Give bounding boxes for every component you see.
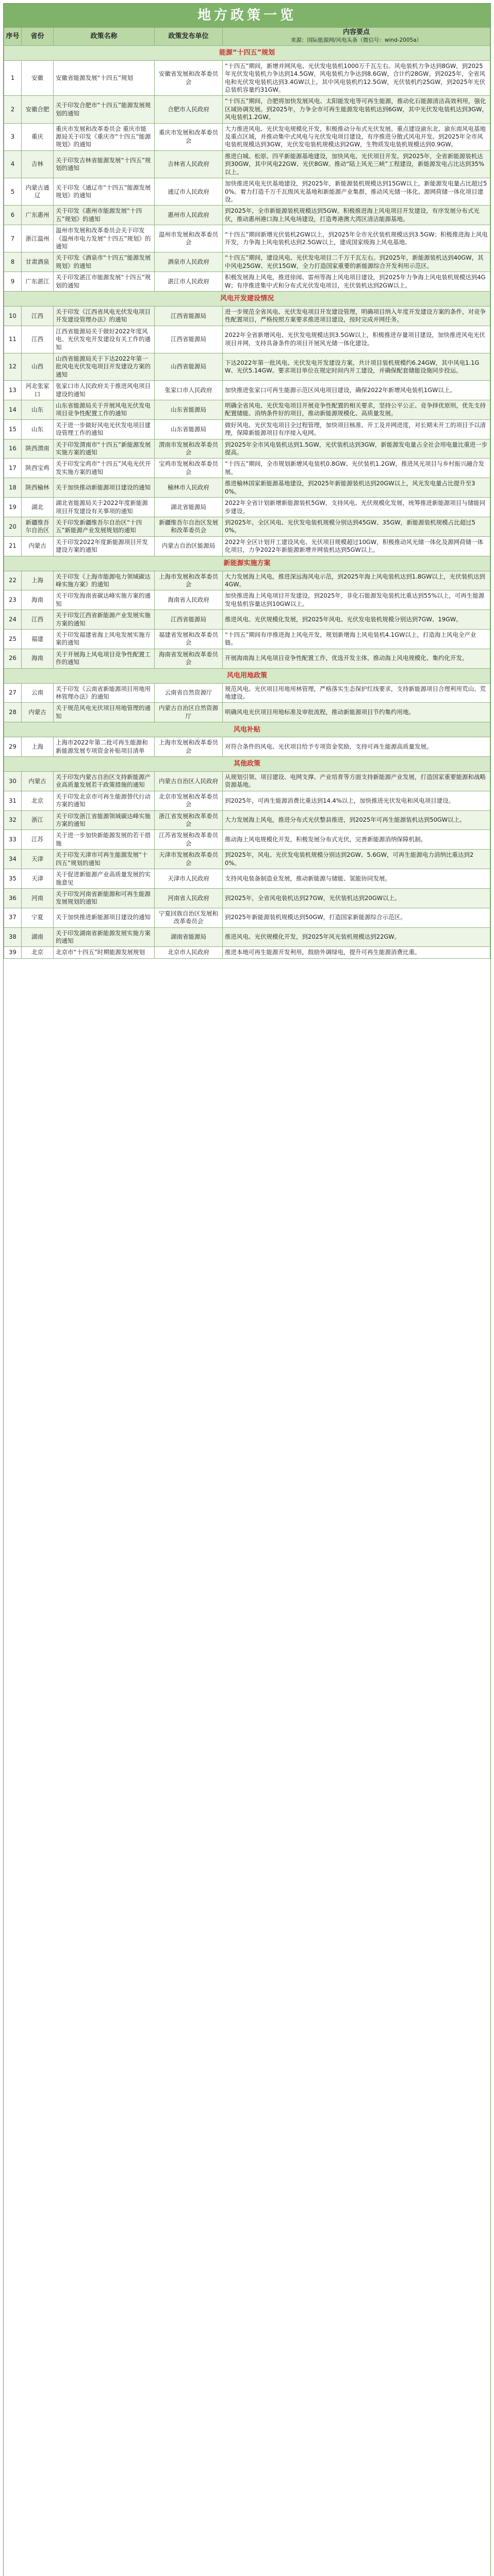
table-row [4,927,490,947]
cell-province: 福建 [22,629,54,649]
cell-name: 关于加快推进新能源项目建设的通知 [54,908,155,927]
cell-content: 推进风电、光伏规模化开发，到2025年风光装机规模达到22GW。 [223,927,490,947]
col-content-label: 内容要点 [342,28,370,36]
cell-name: 温州市发展和改革委员会关于印发《温州市电力发展“十四五”规划》的通知 [54,225,155,252]
cell-no: 15 [4,419,22,439]
cell-no: 35 [4,869,22,889]
cell-org: 湖北省能源局 [155,498,223,517]
policy-sheet [3,3,491,2576]
table-row [4,381,490,400]
cell-province: 山西 [22,353,54,381]
cell-org: 山东省能源局 [155,419,223,439]
cell-province: 浙江温州 [22,225,54,252]
cell-province: 山东 [22,400,54,420]
table-body [4,45,490,958]
table-row [4,869,490,889]
cell-name: 关于印发《江西省风电光伏发电项目开发建设管理办法》的通知 [54,306,155,326]
table-row [4,123,490,150]
table-row [4,252,490,272]
cell-content: 加快推进海上风电项目开发建设，到2025年，非化石能源发电装机比重达到55%以上，可再生能源发电装机容量达到10GW以上。 [223,590,490,610]
cell-content: 到2025年，可再生能源消费比重达到14.4%以上，加快推进光伏发电和风电项目建设。 [223,791,490,810]
table-row [4,459,490,478]
cell-no: 30 [4,772,22,791]
cell-content: 从规划引领、项目建设、电网支撑、产业培育等方面支持新能源产业发展，打造国家重要能源和战略资源基地。 [223,772,490,791]
cell-no: 11 [4,326,22,353]
cell-name: 山西省能源局关于下达2022年第一批风电光伏发电项目开发建设方案的通知 [54,353,155,381]
cell-province: 陕西宝鸡 [22,459,54,478]
cell-no: 16 [4,439,22,459]
cell-province: 宁夏 [22,908,54,927]
cell-province: 浙江 [22,810,54,830]
cell-name: 张家口市人民政府关于推进风电项目建设的通知 [54,381,155,400]
cell-content: 到2025年，全市新能源装机规模达到5GW。积极推进海上风电项目开发建设，有序发展分布式光伏，推动惠州港口海上风电场建设，打造粤港澳大湾区清洁能源基地。 [223,206,490,225]
cell-province: 上海 [22,571,54,590]
cell-name: 关于印发《上海市能源电力领域碳达峰实施方案》的通知 [54,571,155,590]
cell-name: 关于开展海上风电项目竞争性配置工作的通知 [54,649,155,668]
cell-province: 内蒙古 [22,772,54,791]
cell-content: “十四五”期间，新增并网风电、光伏发电装机1000万千瓦左右。风电装机力争达到8GW，到2025年光伏发电装机力争达到14.5GW，风电装机力争达到8.6GW，合计约28GW。到2025年，全省风电和光伏发电装机达到3.4GW以上，其中风电装机约12.5GW，光伏装机约25GW，到2025年光伏总装机容量约31GW。 [223,60,490,96]
cell-no: 3 [4,123,22,150]
cell-no: 34 [4,850,22,869]
page-title: 地方政策一览 [4,4,490,27]
col-org: 政策发布单位 [155,28,223,46]
section-label: 能源“十四五”规划 [4,45,490,60]
cell-no: 39 [4,947,22,958]
cell-name: 关于印发福建省海上风电发展实施方案的通知 [54,629,155,649]
cell-no: 2 [4,96,22,123]
cell-province: 海南 [22,649,54,668]
policy-table [4,27,490,959]
table-row [4,178,490,206]
table-row [4,571,490,590]
table-row [4,649,490,668]
cell-no: 38 [4,927,22,947]
table-row [4,629,490,649]
cell-province: 吉林 [22,150,54,178]
cell-org: 内蒙古自治区能源局 [155,536,223,556]
cell-org: 上海市发展和改革委员会 [155,737,223,757]
cell-org: 惠州市人民政府 [155,206,223,225]
cell-content: 加快推进张家口可再生能源示范区风电项目建设，确保2022年新增风电装机1GW以上。 [223,381,490,400]
cell-org: 温州市发展和改革委员会 [155,225,223,252]
cell-content: “十四五”期间，全市规划新增风电装机0.8GW、光伏装机1.2GW，推进风光项目与乡村振兴融合发展。 [223,459,490,478]
cell-name: 安徽省能源发展“十四五”规划 [54,60,155,96]
cell-no: 18 [4,478,22,498]
cell-province: 甘肃酒泉 [22,252,54,272]
cell-org: 浙江省发展和改革委员会 [155,810,223,830]
table-row [4,590,490,610]
table-row [4,791,490,810]
cell-org: 新疆维吾尔自治区发展和改革委员会 [155,517,223,536]
cell-content: 到2025年全市风电装机达到1.5GW，光伏装机达到3GW，新能源发电量占全社会用电量比重进一步提高。 [223,439,490,459]
cell-province: 江西 [22,306,54,326]
table-row [4,830,490,850]
cell-province: 北京 [22,947,54,958]
cell-content: 到2025年，全省风电装机达到27GW，光伏装机达到20GW以上。 [223,888,490,908]
cell-no: 14 [4,400,22,420]
cell-province: 内蒙古 [22,703,54,722]
table-row [4,150,490,178]
table-row [4,888,490,908]
cell-org: 内蒙古自治区人民政府 [155,772,223,791]
cell-name: 关于印发渭南市“十四五”新能源发展实施方案的通知 [54,439,155,459]
cell-province: 广东湛江 [22,272,54,292]
cell-name: 关于进一步加快新能源发展的若干措施 [54,830,155,850]
section-header [4,668,490,683]
col-content [223,28,490,46]
cell-no: 12 [4,353,22,381]
cell-name: 关于印发《惠州市能源发展“十四五”规划》的通知 [54,206,155,225]
section-header [4,722,490,737]
cell-province: 云南 [22,683,54,703]
cell-name: 关于进一步做好风电光伏发电项目建设管理工作的通知 [54,419,155,439]
cell-org: 宁夏回族自治区发展和改革委员会 [155,908,223,927]
cell-content: 下达2022年第一批风电、光伏发电开发建设方案，共计项目装机规模约6.24GW，其中风电1.1GW、光伏5.14GW。要求项目单位在规定时间内开工建设，并确保配套储能设施同步投运。 [223,353,490,381]
table-row [4,810,490,830]
cell-org: 内蒙古自治区自然资源厅 [155,703,223,722]
cell-content: “十四五”期间有序推进海上风电开发，规划新增海上风电装机4.1GW以上，打造海上风电全产业链。 [223,629,490,649]
table-row [4,353,490,381]
cell-content: “十四五”期间，合肥将加快发展风电、太阳能发电等可再生能源，推动化石能源清洁高效利用，强化区域协调发展。到2025年，力争全市可再生能源发电装机达到6GW，其中光伏发电装机达到3GW，风电装机1.2GW。 [223,96,490,123]
col-name: 政策名称 [54,28,155,46]
cell-org: 榆林市人民政府 [155,478,223,498]
section-label: 风电用地政策 [4,668,490,683]
cell-org: 酒泉市人民政府 [155,252,223,272]
section-label: 其他政策 [4,757,490,772]
cell-name: 关于印发浙江省能源领域碳达峰实施方案的通知 [54,810,155,830]
section-header [4,757,490,772]
cell-org: 张家口市人民政府 [155,381,223,400]
table-row [4,850,490,869]
table-row [4,947,490,958]
cell-content: 推进白城、松原、四平新能源基地建设，加快风电、光伏项目开发。到2025年，全省新能源装机达到30GW，其中风电22GW、光伏8GW。推动“陆上风光三峡”工程建设，新能源发电占比达到35%以上。 [223,150,490,178]
cell-content: 推进风电、光伏规模化发展，到2025年风电、光伏发电装机规模分别达到7GW、19GW。 [223,610,490,630]
cell-content: 2022年全省计划新增新能源装机5GW，支持风电、光伏规模化发展，统筹推进新能源项目与储能同步建设。 [223,498,490,517]
table-row [4,498,490,517]
cell-content: 2022年全区计划开工建设风电、光伏项目规模超过10GW，积极推动风光储一体化及源网荷储一体化项目，力争2022年新能源新增并网装机达到5GW以上。 [223,536,490,556]
cell-org: 合肥市人民政府 [155,96,223,123]
table-row [4,536,490,556]
cell-no: 31 [4,791,22,810]
cell-province: 湖北 [22,498,54,517]
cell-no: 4 [4,150,22,178]
cell-name: 山东省能源局关于开展风电光伏发电项目竞争性配置工作的通知 [54,400,155,420]
table-row [4,908,490,927]
cell-no: 8 [4,252,22,272]
cell-province: 内蒙古 [22,536,54,556]
cell-province: 内蒙古通辽 [22,178,54,206]
cell-province: 江西 [22,326,54,353]
cell-no: 33 [4,830,22,850]
cell-name: 关于印发天津市可再生能源发展“十四五”规划的通知 [54,850,155,869]
cell-province: 江西 [22,610,54,630]
cell-name: 关于印发新疆维吾尔自治区“十四五”新能源产业发展规划的通知 [54,517,155,536]
cell-no: 6 [4,206,22,225]
cell-content: 做好风电、光伏发电项目全过程管理，加快项目核准、开工及并网进度，对长期未开工的项目予以清理，保障新能源项目有序接入电网。 [223,419,490,439]
cell-name: 关于规范风电光伏项目用地管理的通知 [54,703,155,722]
cell-province: 河南 [22,888,54,908]
cell-content: 明确风电光伏项目用地标准及审批流程，推动新能源项目节约集约用地。 [223,703,490,722]
cell-content: 到2025年，风电、光伏发电装机规模分别达到2GW、5.6GW，可再生能源电力消纳比重达到20%。 [223,850,490,869]
col-no: 序号 [4,28,22,46]
cell-province: 河北张家口 [22,381,54,400]
table-row [4,225,490,252]
cell-content: 推进本地可再生能源开发利用，鼓励外调绿电，提升可再生能源消费比重。 [223,947,490,958]
cell-content: 开展海南海上风电项目竞争性配置工作，优选开发主体，推动海上风电规模化、集约化开发。 [223,649,490,668]
cell-name: 关于印发内蒙古自治区支持新能源产业高质量发展若干政策措施的通知 [54,772,155,791]
cell-province: 陕西榆林 [22,478,54,498]
table-row [4,206,490,225]
cell-no: 27 [4,683,22,703]
cell-no: 29 [4,737,22,757]
table-row [4,772,490,791]
section-header [4,291,490,306]
cell-content: “十四五”期间新增光伏装机2GW以上，到2025年全市光伏装机规模达到3.5GW；积极推进海上风电开发，力争海上风电装机达到2.5GW以上，建成国家级海上风电基地。 [223,225,490,252]
cell-no: 24 [4,610,22,630]
cell-province: 安徽 [22,60,54,96]
cell-province: 重庆 [22,123,54,150]
cell-no: 10 [4,306,22,326]
cell-org: 北京市人民政府 [155,947,223,958]
cell-province: 上海 [22,737,54,757]
section-label: 风电补贴 [4,722,490,737]
section-label: 风电开发建设情况 [4,291,490,306]
cell-name: 关于印发湖南省新能源发展实施方案的通知 [54,927,155,947]
cell-org: 山西省能源局 [155,353,223,381]
cell-province: 江苏 [22,830,54,850]
table-row [4,683,490,703]
table-row [4,703,490,722]
table-row [4,478,490,498]
table-row [4,96,490,123]
cell-no: 25 [4,629,22,649]
section-header [4,45,490,60]
cell-content: 明确全省风电、光伏发电项目开展竞争性配置的相关要求，坚持公平公正、竞争择优原则，优先支持配置储能、消纳条件好的项目，推动新能源规模化、高质量发展。 [223,400,490,420]
cell-name: 北京市“十四五”时期能源发展规划 [54,947,155,958]
cell-org: 吉林省人民政府 [155,150,223,178]
cell-content: 到2025年新能源装机规模达到50GW，打造国家新能源综合示范区。 [223,908,490,927]
cell-no: 26 [4,649,22,668]
cell-org: 天津市人民政府 [155,869,223,889]
cell-content: 到2025年，全区风电、光伏发电装机规模分别达到45GW、35GW，新能源装机规模占比超过50%。 [223,517,490,536]
table-row [4,272,490,292]
table-row [4,306,490,326]
cell-name: 湖北省能源局关于2022年度新能源项目开发建设有关事项的通知 [54,498,155,517]
cell-no: 7 [4,225,22,252]
cell-province: 陕西渭南 [22,439,54,459]
cell-content: 加快推进风电光伏基地建设，到2025年，新能源装机规模达到15GW以上，新能源发电量占比超过50%。着力打造千万千瓦级风光基地和新能源产业集群，推动风光储一体化、源网荷储一体化项目建设。 [223,178,490,206]
cell-no: 28 [4,703,22,722]
cell-province: 天津 [22,869,54,889]
table-row [4,610,490,630]
cell-name: 关于印发河南省新能源和可再生能源发展规划的通知 [54,888,155,908]
table-row [4,60,490,96]
cell-org: 海南省人民政府 [155,590,223,610]
table-row [4,326,490,353]
cell-province: 湖南 [22,927,54,947]
section-header [4,556,490,571]
table-row [4,419,490,439]
cell-org: 湖南省能源局 [155,927,223,947]
cell-name: 关于印发吉林省能源发展“十四五”规划的通知 [54,150,155,178]
cell-org: 江西省能源局 [155,610,223,630]
table-row [4,439,490,459]
cell-name: 江西省能源局关于做好2022年度风电、光伏发电开发建设有关工作的通知 [54,326,155,353]
cell-org: 通辽市人民政府 [155,178,223,206]
cell-name: 关于印发《酒泉市“十四五”能源发展规划》的通知 [54,252,155,272]
cell-no: 5 [4,178,22,206]
cell-org: 渭南市发展和改革委员会 [155,439,223,459]
source-note: 来源：国际能源网/风电头条（微信号：wind-2005a） [290,37,422,44]
table-row [4,737,490,757]
cell-name: 重庆市发展和改革委员会 重庆市能源局关于印发《重庆市“十四五”能源规划》的通知 [54,123,155,150]
cell-org: 湛江市人民政府 [155,272,223,292]
cell-province: 广东惠州 [22,206,54,225]
cell-name: 关于印发2022年度新能源项目开发建设方案的通知 [54,536,155,556]
section-label: 新能源实施方案 [4,556,490,571]
cell-org: 宝鸡市发展和改革委员会 [155,459,223,478]
cell-content: 支持风电装备制造业发展，推动新能源与储能、氢能协同发展。 [223,869,490,889]
cell-no: 19 [4,498,22,517]
cell-content: 大力推进风电、光伏发电规模化开发，积极推动分布式光伏发展。重点建设渝东北、渝东南风电基地及重点区域，并推动集中式风电与光伏发电项目建设，有序推进分散式风电开发。到2025年全市风电装机规模达到3GW，光伏发电装机规模达到2GW，生物质发电装机规模达到0.9GW。 [223,123,490,150]
cell-org: 上海市发展和改革委员会 [155,571,223,590]
cell-org: 福建省发展和改革委员会 [155,629,223,649]
cell-content: 大力发展海上风电，推进分布式光伏整县推进，到2025年可再生能源装机达到50GW以上。 [223,810,490,830]
cell-no: 1 [4,60,22,96]
cell-org: 江苏省发展和改革委员会 [155,830,223,850]
cell-no: 22 [4,571,22,590]
cell-no: 9 [4,272,22,292]
cell-name: 关于印发合肥市“十四五”能源发展规划的通知 [54,96,155,123]
cell-no: 36 [4,888,22,908]
cell-no: 17 [4,459,22,478]
cell-name: 关于印发江西省新能源产业发展实施方案的通知 [54,610,155,630]
cell-org: 山东省能源局 [155,400,223,420]
cell-province: 海南 [22,590,54,610]
cell-no: 13 [4,381,22,400]
cell-org: 河南省人民政府 [155,888,223,908]
cell-org: 重庆市发展和改革委员会 [155,123,223,150]
cell-org: 安徽省发展和改革委员会 [155,60,223,96]
cell-name: 关于印发《通辽市“十四五”能源发展规划》的通知 [54,178,155,206]
table-row [4,517,490,536]
cell-name: 关于加快推动新能源项目建设的通知 [54,478,155,498]
cell-name: 关于印发湛江市能源发展“十四五”规划的通知 [54,272,155,292]
cell-org: 江西省能源局 [155,306,223,326]
cell-name: 关于促进新能源产业高质量发展的实施意见 [54,869,155,889]
cell-content: 推动海上风电规模化开发，积极发展分布式光伏，完善新能源消纳保障机制。 [223,830,490,850]
cell-province: 新疆维吾尔自治区 [22,517,54,536]
cell-name: 关于印发《云南省新能源项目用地用林管理办法》的通知 [54,683,155,703]
cell-content: 进一步规范全省风电、光伏发电项目开发建设管理，明确项目纳入年度开发建设方案的条件，对竞争性配置项目，严格按照方案要求推进项目建设，按时完成并网任务。 [223,306,490,326]
col-province: 省份 [22,28,54,46]
cell-no: 32 [4,810,22,830]
cell-province: 天津 [22,850,54,869]
cell-org: 江西省能源局 [155,326,223,353]
cell-province: 山东 [22,419,54,439]
cell-org: 云南省自然资源厅 [155,683,223,703]
cell-content: “十四五”期间，建设风电、光伏发电项目二千万千瓦左右。到2025年，新能源装机达到40GW，其中风电25GW、光伏15GW，全力打造国家重要的新能源综合开发利用示范区。 [223,252,490,272]
cell-province: 安徽合肥 [22,96,54,123]
cell-content: 对符合条件的风电、光伏项目给予专项资金奖励，支持可再生能源高质量发展。 [223,737,490,757]
cell-name: 上海市2022年第二批可再生能源和新能源发展专项资金补贴项目清单 [54,737,155,757]
cell-name: 关于印发宝鸡市“十四五”风电光伏开发实施方案的通知 [54,459,155,478]
cell-name: 关于印发北京市可再生能源替代行动方案的通知 [54,791,155,810]
table-row [4,400,490,420]
cell-no: 23 [4,590,22,610]
cell-org: 天津市发展和改革委员会 [155,850,223,869]
cell-content: 推进榆林国家新能源基地建设，到2025年新能源装机达到20GW以上，风光发电量占比提升至30%。 [223,478,490,498]
cell-name: 关于印发海南省碳达峰实施方案的通知 [54,590,155,610]
cell-province: 北京 [22,791,54,810]
cell-content: 规范风电、光伏项目用地用林管理，严格落实生态保护红线要求，支持新能源项目合理利用荒山、荒地建设。 [223,683,490,703]
cell-no: 20 [4,517,22,536]
cell-content: 大力发展海上风电，推进深远海风电示范，到2025年海上风电装机达到1.8GW以上，光伏装机达到4GW。 [223,571,490,590]
cell-no: 37 [4,908,22,927]
cell-org: 海南省发展和改革委员会 [155,649,223,668]
header-row [4,28,490,46]
cell-content: 2022年全省新增风电、光伏发电规模达到3.5GW以上，积极推进存量项目建设，加快推进风电光伏项目并网，支持具备条件的项目开展风光储一体化建设。 [223,326,490,353]
cell-no: 21 [4,536,22,556]
cell-org: 北京市发展和改革委员会 [155,791,223,810]
cell-content: 积极发展海上风电，推进徐闻、雷州等海上风电项目建设，到2025年力争海上风电装机规模达到4GW；有序推进集中式和分布式光伏发电项目，光伏装机达到2GW以上。 [223,272,490,292]
